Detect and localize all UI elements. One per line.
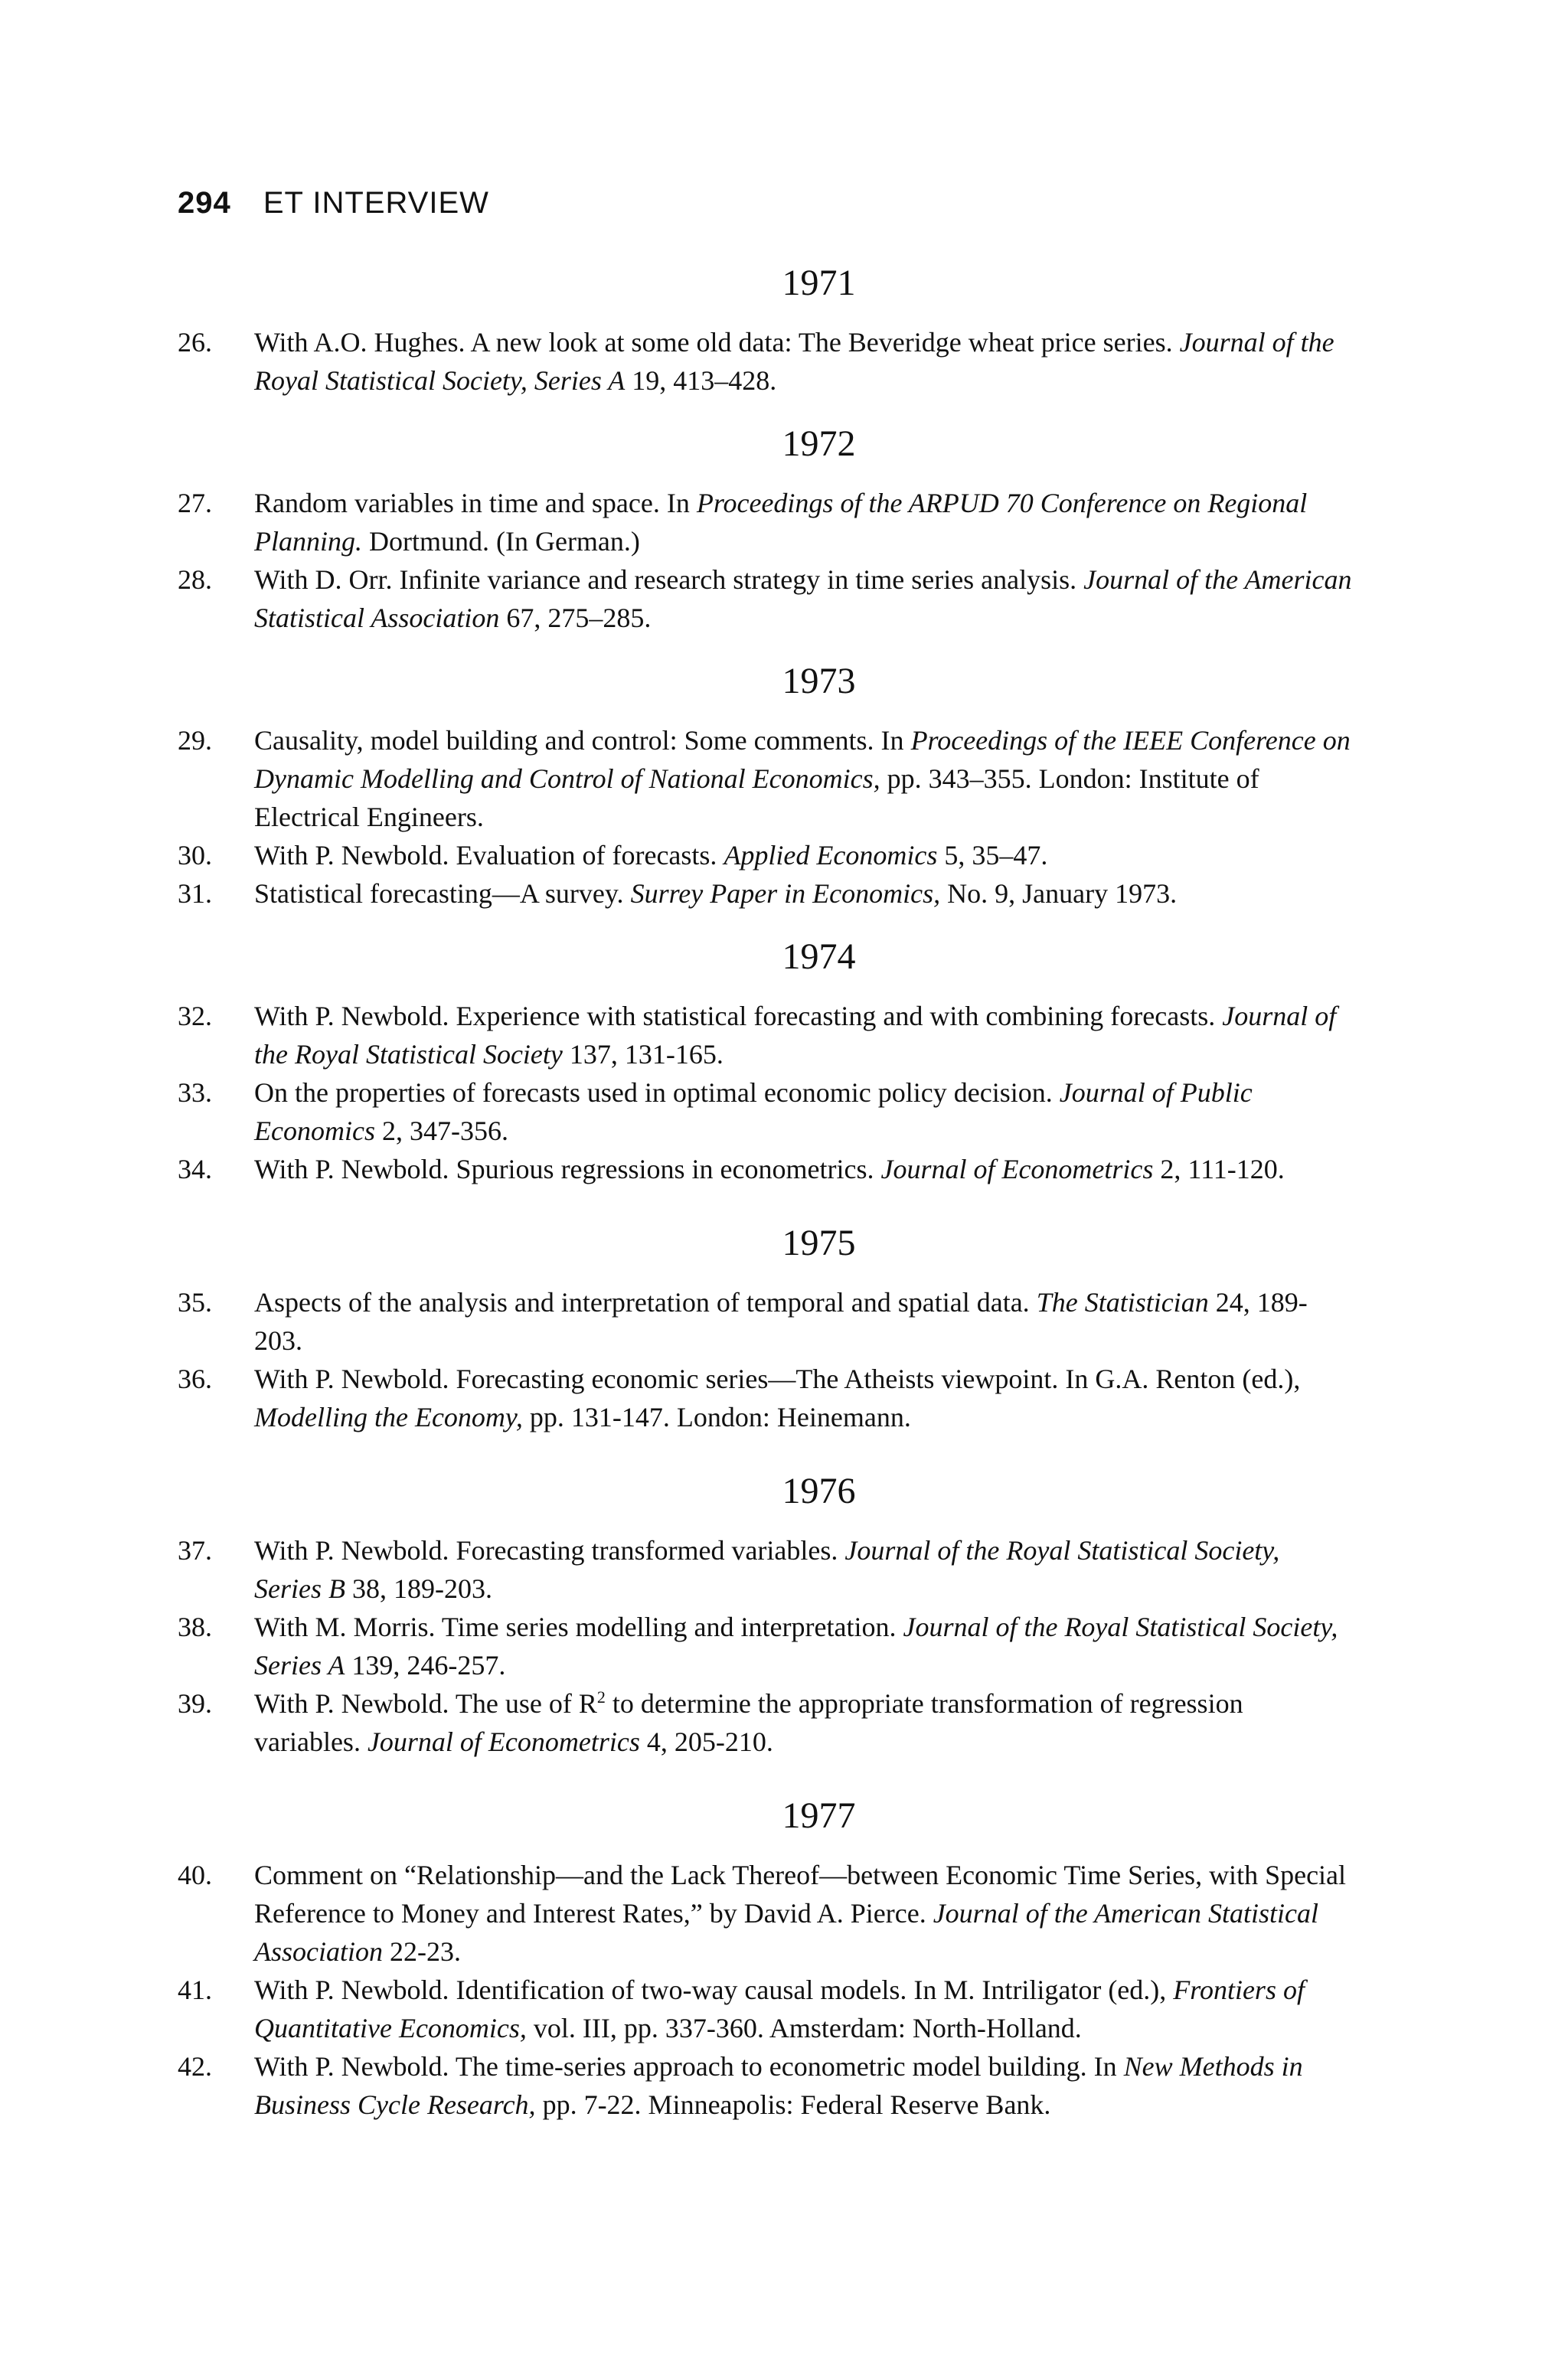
publication-venue: Journal of Econometrics [367, 1726, 640, 1757]
publication-venue: New Methods in Business Cycle Research, [254, 2051, 1303, 2120]
publication-entry: 41. With P. Newbold. Identification of two-way causal models. In M. Intriligator (ed.), Frontiers of Quantitative Economics, vol. III, pp. 337-360. Amsterdam: North-Holland. [178, 1971, 1353, 2047]
publication-venue: Applied Economics [724, 840, 938, 871]
entry-number: 35. [178, 1287, 212, 1318]
publication-entry: 33. On the properties of forecasts used in optimal economic policy decision. Journal of Public Economics 2, 347-356. [178, 1073, 1353, 1150]
entry-number: 28. [178, 564, 212, 595]
publication-venue: Journal of Econometrics [880, 1154, 1154, 1184]
entry-number: 36. [178, 1364, 212, 1394]
publication-venue: The Statistician [1036, 1287, 1209, 1318]
publication-entry: 36. With P. Newbold. Forecasting economic series—The Atheists viewpoint. In G.A. Renton (ed.), Modelling the Economy, pp. 131-147. London: Heinemann. [178, 1360, 1353, 1436]
publication-entry: 26. With A.O. Hughes. A new look at some old data: The Beveridge wheat price series. Journal of the Royal Statistical Society, Series A 19, 413–428. [178, 323, 1353, 400]
publication-venue: Journal of Public Economics [254, 1077, 1253, 1146]
publication-venue: Journal of the Royal Statistical Society, Series A [254, 327, 1334, 396]
publication-venue: Journal of the Royal Statistical Society, Series B [254, 1535, 1280, 1604]
publication-entry: 39. With P. Newbold. The use of $R^2$ to determine the appropriate transformation of regression variables. Journal of Econometrics 4, 205-210. [178, 1684, 1353, 1761]
publication-entry: 42. With P. Newbold. The time-series approach to econometric model building. In New Methods in Business Cycle Research, pp. 7-22. Minneapolis: Federal Reserve Bank. [178, 2047, 1353, 2124]
publication-entry: 40. Comment on “Relationship—and the Lack Thereof—between Economic Time Series, with Special Reference to Money and Interest Rates,” by David A. Pierce. Journal of the American Statistical Association 22-23. [178, 1856, 1353, 1971]
publication-entry: 31. Statistical forecasting—A survey. Surrey Paper in Economics, No. 9, January 1973. [178, 874, 1353, 913]
publication-venue: Modelling the Economy, [254, 1402, 523, 1432]
entry-number: 40. [178, 1860, 212, 1890]
publication-venue: Journal of the Royal Statistical Society, Series A [254, 1612, 1338, 1681]
publication-entry: 30. With P. Newbold. Evaluation of forecasts. Applied Economics 5, 35–47. [178, 836, 1353, 874]
publication-entry: 29. Causality, model building and control: Some comments. In Proceedings of the IEEE Conference on Dynamic Modelling and Control of National Economics, pp. 343–355. London: Institute of Electrical Engineers. [178, 721, 1353, 836]
entry-number: 39. [178, 1688, 212, 1719]
publication-venue: Proceedings of the ARPUD 70 Conference on Regional Planning. [254, 488, 1308, 557]
year-heading: 1972 [782, 423, 856, 464]
publication-venue: Surrey Paper in Economics, [630, 878, 941, 909]
entry-number: 33. [178, 1077, 212, 1108]
year-heading: 1976 [782, 1471, 856, 1511]
year-heading: 1973 [782, 661, 856, 701]
publication-venue: Journal of the American Statistical Association [254, 1898, 1318, 1967]
entry-number: 29. [178, 725, 212, 756]
publication-entry: 32. With P. Newbold. Experience with statistical forecasting and with combining forecasts. Journal of the Royal Statistical Society 137, 131-165. [178, 997, 1353, 1073]
entry-number: 34. [178, 1154, 212, 1184]
entry-number: 26. [178, 327, 212, 358]
publication-venue: Journal of the Royal Statistical Society [254, 1001, 1337, 1070]
year-heading: 1971 [782, 263, 856, 303]
publication-entry: 34. With P. Newbold. Spurious regressions in econometrics. Journal of Econometrics 2, 111-120. [178, 1150, 1353, 1188]
publication-entry: 37. With P. Newbold. Forecasting transformed variables. Journal of the Royal Statistical Society, Series B 38, 189-203. [178, 1531, 1353, 1608]
publication-entry: 35. Aspects of the analysis and interpretation of temporal and spatial data. The Statistician 24, 189-203. [178, 1283, 1353, 1360]
publication-entry: 27. Random variables in time and space. In Proceedings of the ARPUD 70 Conference on Regional Planning. Dortmund. (In German.) [178, 484, 1353, 560]
entry-number: 27. [178, 488, 212, 518]
entry-number: 42. [178, 2051, 212, 2082]
publication-venue: Proceedings of the IEEE Conference on Dynamic Modelling and Control of National Economics, [254, 725, 1351, 794]
year-heading: 1975 [782, 1223, 856, 1263]
entry-number: 41. [178, 1975, 212, 2005]
publication-entry: 28. With D. Orr. Infinite variance and research strategy in time series analysis. Journal of the American Statistical Association 67, 275–285. [178, 560, 1353, 637]
running-head [178, 186, 489, 220]
entry-number: 30. [178, 840, 212, 871]
publication-venue: Journal of the American Statistical Association [254, 564, 1352, 633]
year-heading: 1974 [782, 936, 856, 977]
publication-venue: Frontiers of Quantitative Economics, [254, 1975, 1305, 2043]
entry-number: 32. [178, 1001, 212, 1031]
entry-number: 38. [178, 1612, 212, 1642]
year-heading: 1977 [782, 1795, 856, 1836]
running-title: ET INTERVIEW [263, 186, 489, 220]
bibliography [178, 260, 1353, 2124]
entry-number: 31. [178, 878, 212, 909]
superscript: 2 [596, 1687, 606, 1707]
publication-entry: 38. With M. Morris. Time series modelling and interpretation. Journal of the Royal Statistical Society, Series A 139, 246-257. [178, 1608, 1353, 1684]
entry-number: 37. [178, 1535, 212, 1566]
page-number: 294 [178, 186, 231, 220]
